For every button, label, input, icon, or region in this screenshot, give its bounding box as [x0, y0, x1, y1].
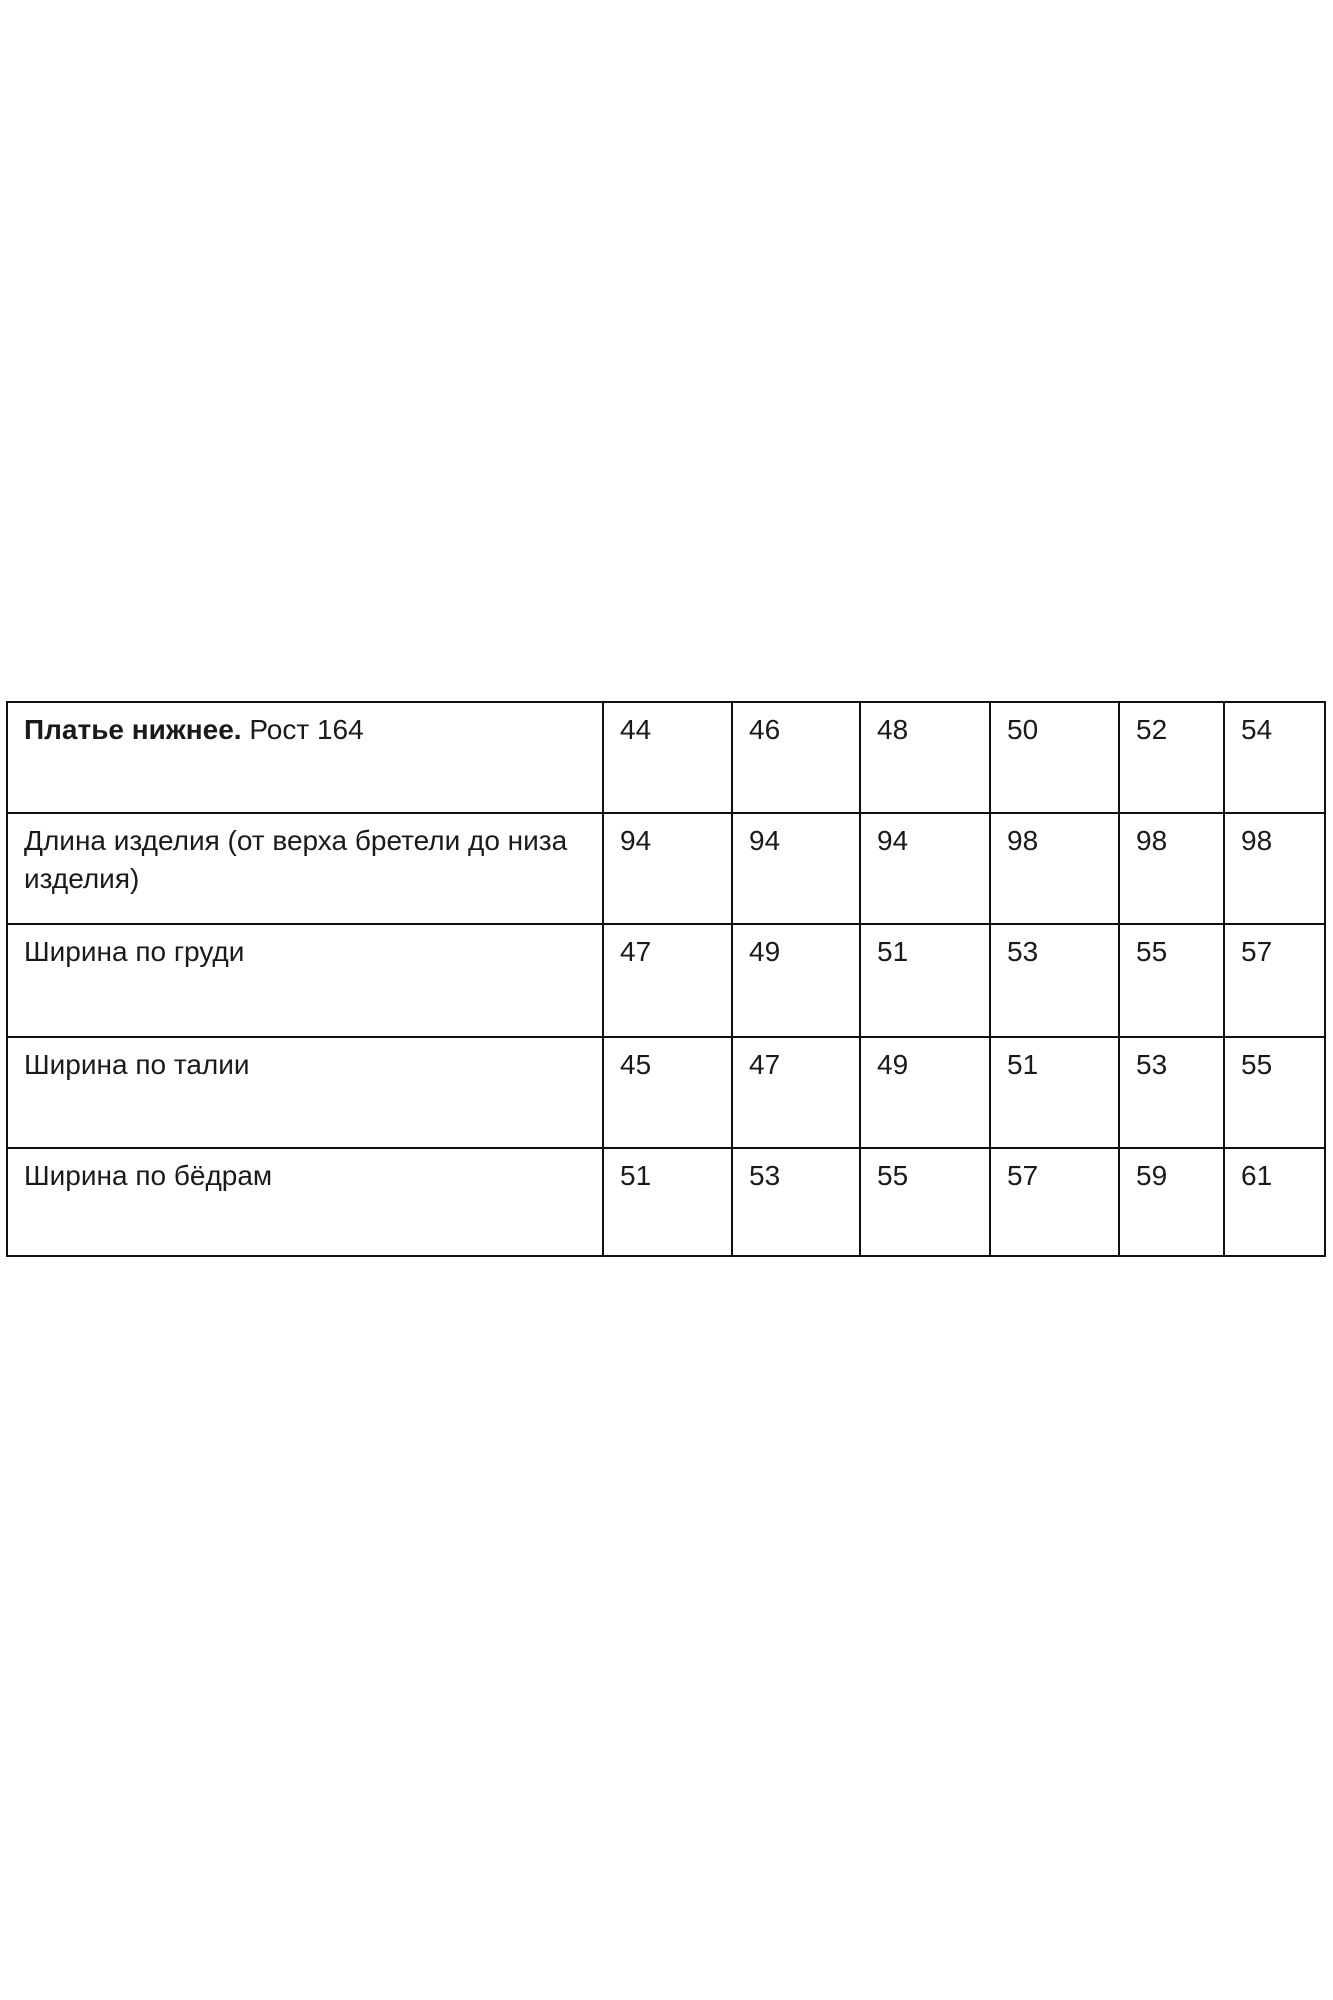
value-cell: 53: [1119, 1037, 1224, 1148]
value-cell: 51: [990, 1037, 1119, 1148]
value-cell: 51: [860, 924, 990, 1037]
value-cell: 47: [603, 924, 732, 1037]
value-cell: 55: [1119, 924, 1224, 1037]
row-label-cell: Длина изделия (от верха бретели до низа изделия): [7, 813, 603, 924]
height-label: Рост 164: [241, 714, 364, 745]
value-cell: 45: [603, 1037, 732, 1148]
value-cell: 55: [1224, 1037, 1325, 1148]
table-header-row: [7, 702, 1325, 813]
size-header-cell: 52: [1119, 702, 1224, 813]
value-cell: 49: [732, 924, 860, 1037]
row-label-cell: Ширина по бёдрам: [7, 1148, 603, 1256]
value-cell: 61: [1224, 1148, 1325, 1256]
value-cell: 94: [603, 813, 732, 924]
value-cell: 51: [603, 1148, 732, 1256]
value-cell: 53: [732, 1148, 860, 1256]
value-cell: 55: [860, 1148, 990, 1256]
table-row: [7, 1148, 1325, 1256]
table-row: [7, 813, 1325, 924]
value-cell: 57: [1224, 924, 1325, 1037]
product-name: Платье нижнее.: [24, 714, 242, 745]
table-row: [7, 1037, 1325, 1148]
value-cell: 98: [1224, 813, 1325, 924]
size-header-cell: 54: [1224, 702, 1325, 813]
value-cell: 94: [732, 813, 860, 924]
size-header-cell: 50: [990, 702, 1119, 813]
size-table: [6, 701, 1326, 1257]
value-cell: 94: [860, 813, 990, 924]
value-cell: 53: [990, 924, 1119, 1037]
size-header-cell: 44: [603, 702, 732, 813]
value-cell: 59: [1119, 1148, 1224, 1256]
row-label-cell: Ширина по груди: [7, 924, 603, 1037]
size-header-cell: 46: [732, 702, 860, 813]
value-cell: 98: [990, 813, 1119, 924]
value-cell: 57: [990, 1148, 1119, 1256]
row-label-cell: Ширина по талии: [7, 1037, 603, 1148]
size-header-cell: 48: [860, 702, 990, 813]
table-row: [7, 924, 1325, 1037]
header-label-cell: [7, 702, 603, 813]
value-cell: 98: [1119, 813, 1224, 924]
value-cell: 47: [732, 1037, 860, 1148]
value-cell: 49: [860, 1037, 990, 1148]
